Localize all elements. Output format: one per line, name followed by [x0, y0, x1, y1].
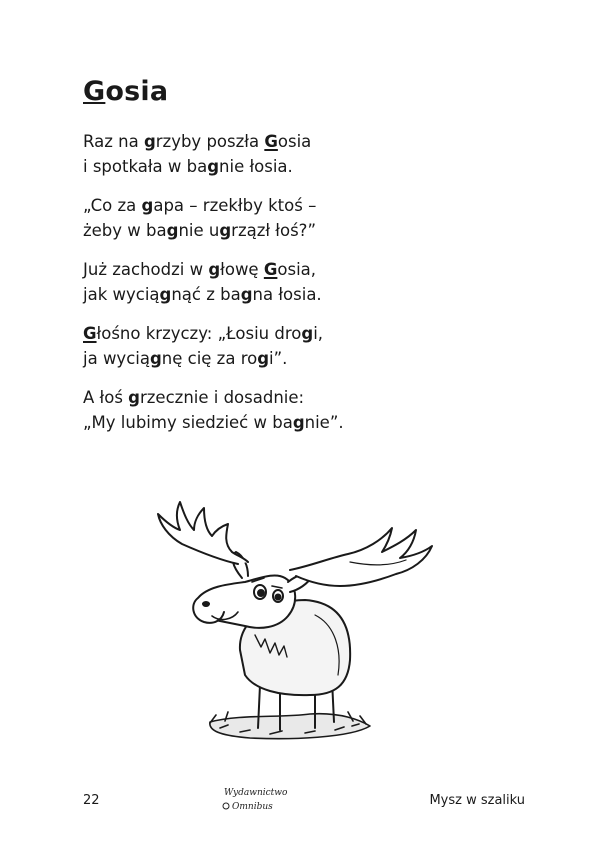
- line-text: rzyby poszła: [155, 132, 265, 151]
- poem-title: [83, 76, 168, 107]
- title-rest: osia: [105, 76, 169, 107]
- poem-body: [83, 129, 543, 449]
- poem-line: [83, 385, 543, 410]
- highlighted-letter: g: [292, 413, 305, 432]
- line-text: i,: [313, 324, 324, 343]
- poem-line: [83, 154, 543, 179]
- poem-line: [83, 321, 543, 346]
- highlighted-letter: g: [143, 132, 156, 151]
- highlighted-letter: g: [128, 388, 140, 407]
- stanza: [83, 321, 543, 371]
- highlighted-letter: g: [257, 349, 270, 368]
- poem-line: [83, 282, 543, 307]
- publisher-logo: [218, 784, 288, 814]
- highlighted-letter: g: [219, 221, 232, 240]
- highlighted-letter: g: [301, 324, 314, 343]
- line-text: nąć z ba: [171, 285, 241, 304]
- line-text: „Co za: [83, 196, 142, 215]
- line-text: osia: [277, 132, 312, 151]
- line-text: nę cię za ro: [161, 349, 258, 368]
- logo-ornament-icon: [223, 803, 229, 809]
- line-text: jak wycią: [83, 285, 160, 304]
- highlighted-letter: g: [159, 285, 172, 304]
- highlighted-letter: G: [264, 132, 278, 151]
- poem-line: [83, 193, 543, 218]
- line-text: rzecznie i dosadnie:: [139, 388, 305, 407]
- highlighted-letter: G: [83, 324, 97, 343]
- line-text: i spotkała w ba: [83, 157, 208, 176]
- stanza: [83, 257, 543, 307]
- line-text: A łoś: [83, 388, 129, 407]
- line-text: Raz na: [83, 132, 144, 151]
- stanza: [83, 193, 543, 243]
- stanza: [83, 129, 543, 179]
- highlighted-letter: g: [141, 196, 154, 215]
- line-text: „My lubimy siedzieć w ba: [83, 413, 293, 432]
- line-text: Już zachodzi w: [83, 260, 209, 279]
- highlighted-letter: g: [166, 221, 179, 240]
- highlighted-letter: g: [149, 349, 162, 368]
- line-text: żeby w ba: [83, 221, 167, 240]
- line-text: łośno krzyczy: „Łosiu dro: [96, 324, 302, 343]
- line-text: rzązł łoś?”: [231, 221, 316, 240]
- highlighted-letter: G: [263, 260, 278, 279]
- line-text: na łosia.: [252, 285, 322, 304]
- poem-line: [83, 346, 543, 371]
- line-text: łowę: [220, 260, 264, 279]
- highlighted-letter: g: [207, 157, 220, 176]
- line-text: nie u: [178, 221, 220, 240]
- moose-illustration: [120, 500, 450, 750]
- highlighted-letter: g: [208, 260, 221, 279]
- line-text: i”.: [269, 349, 288, 368]
- poem-line: [83, 410, 543, 435]
- logo-line-2: Omnibus: [232, 802, 273, 812]
- swamp-ground: [210, 712, 370, 739]
- logo-line-1: Wydawnictwo: [224, 788, 288, 798]
- line-text: nie łosia.: [219, 157, 293, 176]
- stanza: [83, 385, 543, 435]
- highlighted-letter: g: [240, 285, 253, 304]
- line-text: nie”.: [304, 413, 344, 432]
- line-text: apa – rzekłby ktoś –: [153, 196, 317, 215]
- title-initial: G: [83, 76, 106, 107]
- line-text: osia,: [277, 260, 317, 279]
- page-number: 22: [83, 793, 100, 808]
- poem-line: [83, 129, 543, 154]
- poem-line: [83, 257, 543, 282]
- line-text: ja wycią: [83, 349, 150, 368]
- poem-line: [83, 218, 543, 243]
- book-title: Mysz w szaliku: [429, 793, 525, 808]
